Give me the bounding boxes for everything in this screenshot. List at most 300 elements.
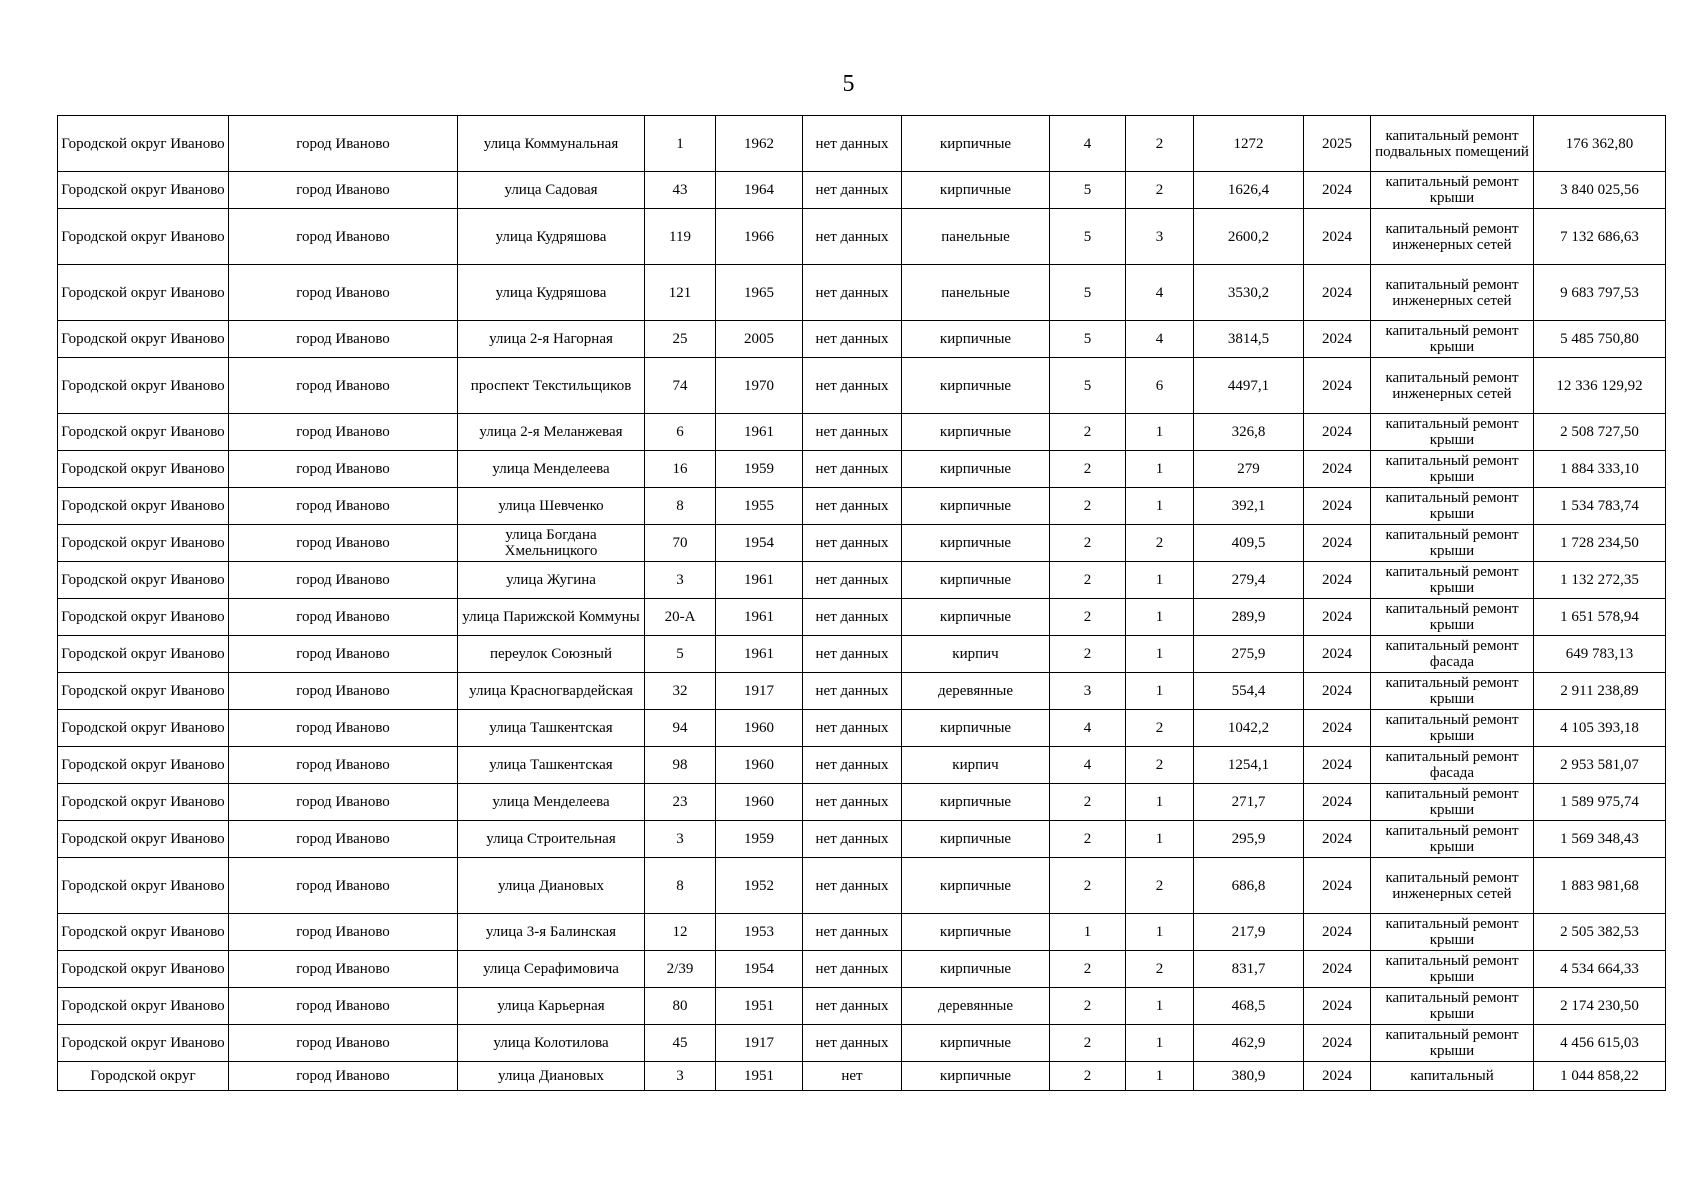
street-cell: улица Диановых — [458, 858, 645, 914]
house-number-cell: 3 — [645, 821, 716, 858]
district-cell: Городской округ Иваново — [58, 988, 229, 1025]
area-cell: 392,1 — [1194, 488, 1304, 525]
area-cell: 1626,4 — [1194, 172, 1304, 209]
street-cell: улица Ташкентская — [458, 710, 645, 747]
table-row — [58, 988, 1666, 1025]
street-cell: улица 3-я Балинская — [458, 914, 645, 951]
year-built-cell: 1952 — [716, 858, 803, 914]
floors-cell: 4 — [1050, 710, 1126, 747]
district-cell: Городской округ — [58, 1062, 229, 1091]
area-cell: 686,8 — [1194, 858, 1304, 914]
city-cell: город Иваново — [229, 265, 458, 321]
work-type-cell: капитальный ремонт крыши — [1371, 488, 1534, 525]
year-built-cell: 1970 — [716, 358, 803, 414]
street-cell: улица Красногвардейская — [458, 673, 645, 710]
commission-year-cell: нет данных — [803, 321, 902, 358]
table-row — [58, 914, 1666, 951]
entrances-cell: 1 — [1126, 451, 1194, 488]
area-cell: 554,4 — [1194, 673, 1304, 710]
work-type-cell: капитальный ремонт крыши — [1371, 451, 1534, 488]
commission-year-cell: нет данных — [803, 636, 902, 673]
year-built-cell: 1964 — [716, 172, 803, 209]
area-cell: 3814,5 — [1194, 321, 1304, 358]
cost-cell: 2 174 230,50 — [1534, 988, 1666, 1025]
cost-cell: 649 783,13 — [1534, 636, 1666, 673]
floors-cell: 5 — [1050, 358, 1126, 414]
commission-year-cell: нет данных — [803, 858, 902, 914]
street-cell: улица Парижской Коммуны — [458, 599, 645, 636]
commission-year-cell: нет данных — [803, 562, 902, 599]
table-row — [58, 525, 1666, 562]
street-cell: улица Карьерная — [458, 988, 645, 1025]
city-cell: город Иваново — [229, 599, 458, 636]
house-number-cell: 5 — [645, 636, 716, 673]
street-cell: улица Строительная — [458, 821, 645, 858]
work-type-cell: капитальный ремонт подвальных помещений — [1371, 116, 1534, 172]
plan-year-cell: 2024 — [1304, 451, 1371, 488]
table-row — [58, 562, 1666, 599]
street-cell: улица 2-я Нагорная — [458, 321, 645, 358]
floors-cell: 2 — [1050, 636, 1126, 673]
city-cell: город Иваново — [229, 488, 458, 525]
cost-cell: 1 589 975,74 — [1534, 784, 1666, 821]
commission-year-cell: нет данных — [803, 821, 902, 858]
plan-year-cell: 2024 — [1304, 1025, 1371, 1062]
area-cell: 1272 — [1194, 116, 1304, 172]
city-cell: город Иваново — [229, 1025, 458, 1062]
commission-year-cell: нет данных — [803, 951, 902, 988]
district-cell: Городской округ Иваново — [58, 209, 229, 265]
work-type-cell: капитальный ремонт крыши — [1371, 172, 1534, 209]
area-cell: 1042,2 — [1194, 710, 1304, 747]
house-number-cell: 23 — [645, 784, 716, 821]
year-built-cell: 1961 — [716, 562, 803, 599]
year-built-cell: 1961 — [716, 636, 803, 673]
table-row — [58, 116, 1666, 172]
street-cell: улица Серафимовича — [458, 951, 645, 988]
table-row — [58, 951, 1666, 988]
floors-cell: 2 — [1050, 988, 1126, 1025]
floors-cell: 2 — [1050, 562, 1126, 599]
district-cell: Городской округ Иваново — [58, 914, 229, 951]
district-cell: Городской округ Иваново — [58, 1025, 229, 1062]
house-number-cell: 80 — [645, 988, 716, 1025]
plan-year-cell: 2024 — [1304, 562, 1371, 599]
plan-year-cell: 2024 — [1304, 209, 1371, 265]
floors-cell: 2 — [1050, 525, 1126, 562]
wall-material-cell: панельные — [902, 209, 1050, 265]
commission-year-cell: нет данных — [803, 358, 902, 414]
district-cell: Городской округ Иваново — [58, 265, 229, 321]
wall-material-cell: панельные — [902, 265, 1050, 321]
plan-year-cell: 2024 — [1304, 636, 1371, 673]
work-type-cell: капитальный ремонт крыши — [1371, 710, 1534, 747]
wall-material-cell: кирпичные — [902, 172, 1050, 209]
entrances-cell: 6 — [1126, 358, 1194, 414]
city-cell: город Иваново — [229, 451, 458, 488]
floors-cell: 2 — [1050, 414, 1126, 451]
district-cell: Городской округ Иваново — [58, 321, 229, 358]
street-cell: улица Кудряшова — [458, 209, 645, 265]
floors-cell: 5 — [1050, 172, 1126, 209]
street-cell: проспект Текстильщиков — [458, 358, 645, 414]
table-row — [58, 1062, 1666, 1091]
entrances-cell: 1 — [1126, 599, 1194, 636]
plan-year-cell: 2024 — [1304, 358, 1371, 414]
city-cell: город Иваново — [229, 414, 458, 451]
entrances-cell: 1 — [1126, 821, 1194, 858]
district-cell: Городской округ Иваново — [58, 116, 229, 172]
floors-cell: 2 — [1050, 858, 1126, 914]
floors-cell: 2 — [1050, 784, 1126, 821]
table-row — [58, 599, 1666, 636]
area-cell: 295,9 — [1194, 821, 1304, 858]
commission-year-cell: нет данных — [803, 451, 902, 488]
work-type-cell: капитальный ремонт крыши — [1371, 1025, 1534, 1062]
cost-cell: 2 911 238,89 — [1534, 673, 1666, 710]
plan-year-cell: 2024 — [1304, 172, 1371, 209]
year-built-cell: 1954 — [716, 951, 803, 988]
cost-cell: 2 505 382,53 — [1534, 914, 1666, 951]
entrances-cell: 1 — [1126, 1025, 1194, 1062]
entrances-cell: 2 — [1126, 858, 1194, 914]
entrances-cell: 1 — [1126, 988, 1194, 1025]
city-cell: город Иваново — [229, 784, 458, 821]
area-cell: 3530,2 — [1194, 265, 1304, 321]
floors-cell: 4 — [1050, 747, 1126, 784]
area-cell: 279,4 — [1194, 562, 1304, 599]
area-cell: 468,5 — [1194, 988, 1304, 1025]
work-type-cell: капитальный ремонт крыши — [1371, 321, 1534, 358]
district-cell: Городской округ Иваново — [58, 710, 229, 747]
work-type-cell: капитальный ремонт фасада — [1371, 636, 1534, 673]
house-number-cell: 8 — [645, 858, 716, 914]
table-row — [58, 821, 1666, 858]
city-cell: город Иваново — [229, 821, 458, 858]
work-type-cell: капитальный ремонт крыши — [1371, 914, 1534, 951]
entrances-cell: 1 — [1126, 562, 1194, 599]
plan-year-cell: 2024 — [1304, 821, 1371, 858]
table-row — [58, 172, 1666, 209]
cost-cell: 176 362,80 — [1534, 116, 1666, 172]
wall-material-cell: кирпичные — [902, 358, 1050, 414]
plan-year-cell: 2024 — [1304, 747, 1371, 784]
year-built-cell: 1953 — [716, 914, 803, 951]
house-number-cell: 20-А — [645, 599, 716, 636]
commission-year-cell: нет данных — [803, 673, 902, 710]
wall-material-cell: кирпичные — [902, 710, 1050, 747]
cost-cell: 1 883 981,68 — [1534, 858, 1666, 914]
plan-year-cell: 2025 — [1304, 116, 1371, 172]
city-cell: город Иваново — [229, 525, 458, 562]
entrances-cell: 1 — [1126, 636, 1194, 673]
table-row — [58, 414, 1666, 451]
district-cell: Городской округ Иваново — [58, 414, 229, 451]
district-cell: Городской округ Иваново — [58, 172, 229, 209]
cost-cell: 1 651 578,94 — [1534, 599, 1666, 636]
city-cell: город Иваново — [229, 951, 458, 988]
wall-material-cell: кирпичные — [902, 914, 1050, 951]
table-row — [58, 636, 1666, 673]
area-cell: 279 — [1194, 451, 1304, 488]
cost-cell: 1 044 858,22 — [1534, 1062, 1666, 1091]
commission-year-cell: нет данных — [803, 488, 902, 525]
cost-cell: 2 508 727,50 — [1534, 414, 1666, 451]
area-cell: 831,7 — [1194, 951, 1304, 988]
year-built-cell: 1962 — [716, 116, 803, 172]
cost-cell: 12 336 129,92 — [1534, 358, 1666, 414]
commission-year-cell: нет данных — [803, 914, 902, 951]
plan-year-cell: 2024 — [1304, 673, 1371, 710]
cost-cell: 1 884 333,10 — [1534, 451, 1666, 488]
wall-material-cell: кирпичные — [902, 784, 1050, 821]
city-cell: город Иваново — [229, 1062, 458, 1091]
table-row — [58, 747, 1666, 784]
page-number: 5 — [842, 71, 855, 97]
plan-year-cell: 2024 — [1304, 321, 1371, 358]
house-number-cell: 3 — [645, 1062, 716, 1091]
city-cell: город Иваново — [229, 116, 458, 172]
floors-cell: 2 — [1050, 821, 1126, 858]
district-cell: Городской округ Иваново — [58, 358, 229, 414]
work-type-cell: капитальный ремонт крыши — [1371, 821, 1534, 858]
year-built-cell: 1955 — [716, 488, 803, 525]
street-cell: улица Ташкентская — [458, 747, 645, 784]
entrances-cell: 4 — [1126, 321, 1194, 358]
house-number-cell: 43 — [645, 172, 716, 209]
wall-material-cell: кирпичные — [902, 858, 1050, 914]
plan-year-cell: 2024 — [1304, 858, 1371, 914]
plan-year-cell: 2024 — [1304, 525, 1371, 562]
commission-year-cell: нет — [803, 1062, 902, 1091]
house-number-cell: 121 — [645, 265, 716, 321]
plan-year-cell: 2024 — [1304, 414, 1371, 451]
floors-cell: 2 — [1050, 1025, 1126, 1062]
wall-material-cell: кирпич — [902, 747, 1050, 784]
entrances-cell: 4 — [1126, 265, 1194, 321]
house-number-cell: 1 — [645, 116, 716, 172]
year-built-cell: 1951 — [716, 988, 803, 1025]
table-row — [58, 784, 1666, 821]
district-cell: Городской округ Иваново — [58, 599, 229, 636]
district-cell: Городской округ Иваново — [58, 858, 229, 914]
commission-year-cell: нет данных — [803, 116, 902, 172]
house-number-cell: 12 — [645, 914, 716, 951]
commission-year-cell: нет данных — [803, 172, 902, 209]
work-type-cell: капитальный ремонт инженерных сетей — [1371, 358, 1534, 414]
area-cell: 275,9 — [1194, 636, 1304, 673]
cost-cell: 1 132 272,35 — [1534, 562, 1666, 599]
entrances-cell: 1 — [1126, 414, 1194, 451]
entrances-cell: 2 — [1126, 747, 1194, 784]
floors-cell: 5 — [1050, 209, 1126, 265]
commission-year-cell: нет данных — [803, 209, 902, 265]
plan-year-cell: 2024 — [1304, 265, 1371, 321]
city-cell: город Иваново — [229, 172, 458, 209]
wall-material-cell: кирпичные — [902, 821, 1050, 858]
plan-year-cell: 2024 — [1304, 951, 1371, 988]
house-number-cell: 3 — [645, 562, 716, 599]
entrances-cell: 2 — [1126, 172, 1194, 209]
work-type-cell: капитальный ремонт крыши — [1371, 525, 1534, 562]
city-cell: город Иваново — [229, 710, 458, 747]
city-cell: город Иваново — [229, 562, 458, 599]
year-built-cell: 1960 — [716, 747, 803, 784]
area-cell: 271,7 — [1194, 784, 1304, 821]
entrances-cell: 2 — [1126, 710, 1194, 747]
cost-cell: 3 840 025,56 — [1534, 172, 1666, 209]
cost-cell: 1 569 348,43 — [1534, 821, 1666, 858]
district-cell: Городской округ Иваново — [58, 784, 229, 821]
commission-year-cell: нет данных — [803, 988, 902, 1025]
district-cell: Городской округ Иваново — [58, 673, 229, 710]
work-type-cell: капитальный ремонт крыши — [1371, 599, 1534, 636]
area-cell: 409,5 — [1194, 525, 1304, 562]
wall-material-cell: кирпич — [902, 636, 1050, 673]
street-cell: переулок Союзный — [458, 636, 645, 673]
street-cell: улица Менделеева — [458, 451, 645, 488]
cost-cell: 4 456 615,03 — [1534, 1025, 1666, 1062]
street-cell: улица Колотилова — [458, 1025, 645, 1062]
house-number-cell: 70 — [645, 525, 716, 562]
area-cell: 2600,2 — [1194, 209, 1304, 265]
street-cell: улица Жугина — [458, 562, 645, 599]
area-cell: 380,9 — [1194, 1062, 1304, 1091]
commission-year-cell: нет данных — [803, 599, 902, 636]
plan-year-cell: 2024 — [1304, 488, 1371, 525]
year-built-cell: 1954 — [716, 525, 803, 562]
floors-cell: 2 — [1050, 1062, 1126, 1091]
cost-cell: 7 132 686,63 — [1534, 209, 1666, 265]
commission-year-cell: нет данных — [803, 525, 902, 562]
district-cell: Городской округ Иваново — [58, 636, 229, 673]
district-cell: Городской округ Иваново — [58, 747, 229, 784]
commission-year-cell: нет данных — [803, 414, 902, 451]
street-cell: улица Менделеева — [458, 784, 645, 821]
district-cell: Городской округ Иваново — [58, 525, 229, 562]
plan-year-cell: 2024 — [1304, 710, 1371, 747]
work-type-cell: капитальный ремонт крыши — [1371, 673, 1534, 710]
house-number-cell: 98 — [645, 747, 716, 784]
year-built-cell: 1961 — [716, 599, 803, 636]
work-type-cell: капитальный ремонт крыши — [1371, 784, 1534, 821]
street-cell: улица Коммунальная — [458, 116, 645, 172]
year-built-cell: 1960 — [716, 784, 803, 821]
year-built-cell: 1965 — [716, 265, 803, 321]
street-cell: улица Диановых — [458, 1062, 645, 1091]
floors-cell: 2 — [1050, 951, 1126, 988]
floors-cell: 1 — [1050, 914, 1126, 951]
year-built-cell: 1961 — [716, 414, 803, 451]
registry-table — [57, 115, 1666, 1091]
house-number-cell: 94 — [645, 710, 716, 747]
city-cell: город Иваново — [229, 209, 458, 265]
floors-cell: 3 — [1050, 673, 1126, 710]
table-row — [58, 673, 1666, 710]
cost-cell: 1 728 234,50 — [1534, 525, 1666, 562]
wall-material-cell: кирпичные — [902, 116, 1050, 172]
year-built-cell: 1966 — [716, 209, 803, 265]
year-built-cell: 1959 — [716, 821, 803, 858]
commission-year-cell: нет данных — [803, 784, 902, 821]
table-row — [58, 321, 1666, 358]
table-row — [58, 488, 1666, 525]
street-cell: улица Шевченко — [458, 488, 645, 525]
year-built-cell: 1959 — [716, 451, 803, 488]
floors-cell: 2 — [1050, 488, 1126, 525]
work-type-cell: капитальный ремонт инженерных сетей — [1371, 858, 1534, 914]
house-number-cell: 25 — [645, 321, 716, 358]
commission-year-cell: нет данных — [803, 265, 902, 321]
house-number-cell: 16 — [645, 451, 716, 488]
plan-year-cell: 2024 — [1304, 1062, 1371, 1091]
floors-cell: 5 — [1050, 321, 1126, 358]
street-cell: улица Богдана Хмельницкого — [458, 525, 645, 562]
street-cell: улица Садовая — [458, 172, 645, 209]
year-built-cell: 2005 — [716, 321, 803, 358]
work-type-cell: капитальный ремонт крыши — [1371, 951, 1534, 988]
year-built-cell: 1960 — [716, 710, 803, 747]
cost-cell: 9 683 797,53 — [1534, 265, 1666, 321]
table-row — [58, 451, 1666, 488]
city-cell: город Иваново — [229, 636, 458, 673]
entrances-cell: 1 — [1126, 673, 1194, 710]
wall-material-cell: кирпичные — [902, 1062, 1050, 1091]
city-cell: город Иваново — [229, 321, 458, 358]
city-cell: город Иваново — [229, 988, 458, 1025]
district-cell: Городской округ Иваново — [58, 562, 229, 599]
wall-material-cell: кирпичные — [902, 562, 1050, 599]
year-built-cell: 1951 — [716, 1062, 803, 1091]
city-cell: город Иваново — [229, 858, 458, 914]
wall-material-cell: деревянные — [902, 988, 1050, 1025]
table-row — [58, 358, 1666, 414]
city-cell: город Иваново — [229, 673, 458, 710]
table-row — [58, 1025, 1666, 1062]
area-cell: 462,9 — [1194, 1025, 1304, 1062]
commission-year-cell: нет данных — [803, 747, 902, 784]
wall-material-cell: кирпичные — [902, 414, 1050, 451]
district-cell: Городской округ Иваново — [58, 451, 229, 488]
house-number-cell: 74 — [645, 358, 716, 414]
entrances-cell: 1 — [1126, 914, 1194, 951]
commission-year-cell: нет данных — [803, 710, 902, 747]
area-cell: 4497,1 — [1194, 358, 1304, 414]
wall-material-cell: кирпичные — [902, 951, 1050, 988]
house-number-cell: 119 — [645, 209, 716, 265]
table-body — [58, 116, 1666, 1091]
table-row — [58, 710, 1666, 747]
table-row — [58, 265, 1666, 321]
floors-cell: 2 — [1050, 599, 1126, 636]
wall-material-cell: кирпичные — [902, 321, 1050, 358]
entrances-cell: 1 — [1126, 488, 1194, 525]
house-number-cell: 2/39 — [645, 951, 716, 988]
plan-year-cell: 2024 — [1304, 784, 1371, 821]
floors-cell: 5 — [1050, 265, 1126, 321]
area-cell: 326,8 — [1194, 414, 1304, 451]
house-number-cell: 6 — [645, 414, 716, 451]
street-cell: улица 2-я Меланжевая — [458, 414, 645, 451]
plan-year-cell: 2024 — [1304, 988, 1371, 1025]
street-cell: улица Кудряшова — [458, 265, 645, 321]
city-cell: город Иваново — [229, 358, 458, 414]
year-built-cell: 1917 — [716, 673, 803, 710]
cost-cell: 1 534 783,74 — [1534, 488, 1666, 525]
wall-material-cell: кирпичные — [902, 451, 1050, 488]
entrances-cell: 1 — [1126, 784, 1194, 821]
city-cell: город Иваново — [229, 747, 458, 784]
